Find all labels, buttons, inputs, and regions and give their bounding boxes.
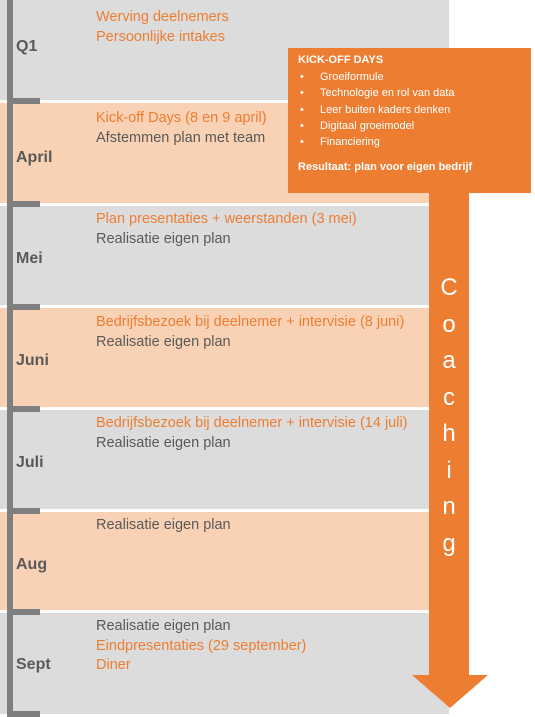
arrow-head-icon xyxy=(412,675,488,708)
callout-item: • Leer buiten kaders denken xyxy=(298,102,523,118)
coaching-letter: n xyxy=(442,493,456,520)
coaching-label xyxy=(429,270,469,562)
bullet-icon: • xyxy=(300,136,304,149)
activity-line: Realisatie eigen plan xyxy=(96,618,231,634)
month-label: Juni xyxy=(16,352,49,369)
row-juni xyxy=(0,308,449,407)
coaching-letter: o xyxy=(442,310,456,338)
callout-item: • Groeiformule xyxy=(298,69,523,85)
month-label: Sept xyxy=(16,656,51,673)
coaching-letter: C xyxy=(440,274,458,301)
callout-item: • Digitaal groeimodel xyxy=(298,118,523,134)
callout-item: • Technologie en rol van data xyxy=(298,85,523,101)
coaching-letter: g xyxy=(442,529,456,557)
timeline-tick xyxy=(7,711,40,717)
activity-line: Realisatie eigen plan xyxy=(96,434,231,451)
activity-line: Plan presentaties + weerstanden (3 mei) xyxy=(96,211,357,227)
callout-list xyxy=(298,69,523,150)
activity-line: Eindpresentaties (29 september) xyxy=(96,637,307,654)
timeline-tick xyxy=(7,98,40,104)
bullet-icon: • xyxy=(300,103,304,116)
coaching-letter: h xyxy=(442,420,456,447)
timeline-tick xyxy=(7,304,40,310)
row-aug xyxy=(0,512,449,610)
activity-line: Persoonlijke intakes xyxy=(96,28,225,45)
kickoff-callout xyxy=(288,48,531,193)
bullet-icon: • xyxy=(300,119,304,132)
timeline-tick xyxy=(7,609,40,615)
activity-line: Werving deelnemers xyxy=(96,9,229,25)
row-mei xyxy=(0,206,449,305)
coaching-letter: c xyxy=(443,383,455,411)
activity-line: Realisatie eigen plan xyxy=(96,333,231,350)
activity-line: Diner xyxy=(96,657,131,673)
month-label: Q1 xyxy=(16,38,38,55)
activity-line: Bedrijfsbezoek bij deelnemer + intervisie (14 juli) xyxy=(96,415,408,431)
activity-line: Bedrijfsbezoek bij deelnemer + intervisie (8 juni) xyxy=(96,314,405,330)
callout-title: KICK-OFF DAYS xyxy=(298,54,384,66)
row-juli xyxy=(0,410,449,509)
timeline-tick xyxy=(7,201,40,207)
month-label: Juli xyxy=(16,454,44,471)
coaching-letter: i xyxy=(446,456,452,484)
callout-item: • Financiering xyxy=(298,134,523,150)
bullet-icon: • xyxy=(300,71,304,83)
bullet-icon: • xyxy=(300,87,304,100)
activity-line: Realisatie eigen plan xyxy=(96,517,231,533)
coaching-letter: a xyxy=(442,347,456,374)
timeline-tick xyxy=(7,406,40,412)
activity-line: Afstemmen plan met team xyxy=(96,129,266,146)
month-label: April xyxy=(16,149,53,166)
timeline-tick xyxy=(7,508,40,514)
timeline-bar xyxy=(7,0,13,714)
month-label: Mei xyxy=(16,250,43,267)
activity-line: Kick-off Days (8 en 9 april) xyxy=(96,110,267,126)
row-sept xyxy=(0,613,449,714)
callout-result: Resultaat: plan voor eigen bedrijf xyxy=(298,161,473,174)
month-label: Aug xyxy=(16,556,48,573)
activity-line: Realisatie eigen plan xyxy=(96,230,231,247)
